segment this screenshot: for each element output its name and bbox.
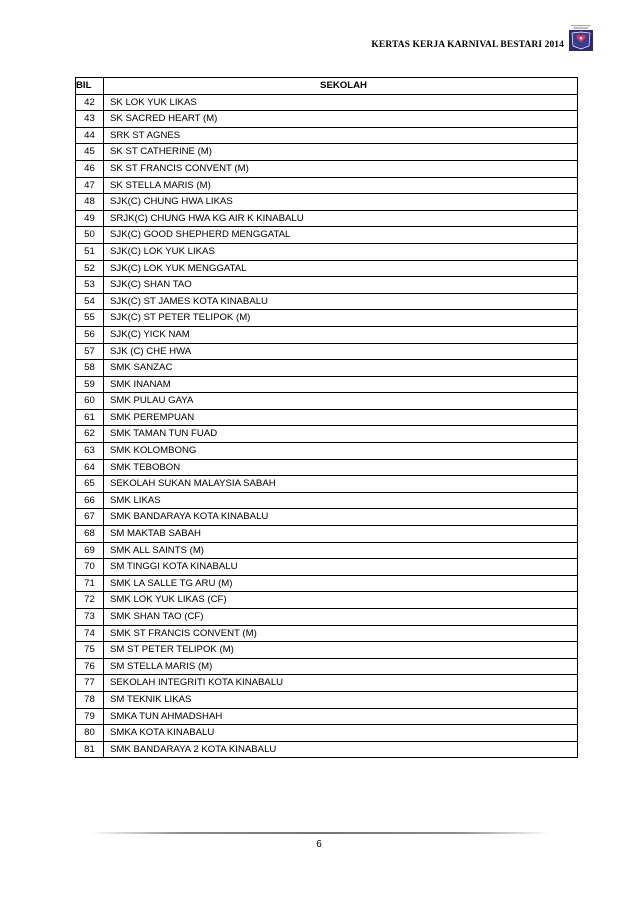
table-row	[76, 393, 578, 410]
school-list-table	[75, 77, 578, 758]
school-name: SEKOLAH INTEGRITI KOTA KINABALU	[104, 675, 578, 692]
row-number: 51	[76, 243, 104, 260]
row-number: 59	[76, 376, 104, 393]
school-name: SM STELLA MARIS (M)	[104, 658, 578, 675]
row-number: 66	[76, 492, 104, 509]
row-number: 78	[76, 691, 104, 708]
table-row	[76, 542, 578, 559]
row-number: 81	[76, 741, 104, 758]
table-row	[76, 592, 578, 609]
table-row	[76, 741, 578, 758]
row-number: 64	[76, 459, 104, 476]
table-row	[76, 642, 578, 659]
table-row	[76, 708, 578, 725]
table-row	[76, 177, 578, 194]
table-row	[76, 94, 578, 111]
school-name: SMK TEBOBON	[104, 459, 578, 476]
table-header-row	[76, 78, 578, 95]
row-number: 72	[76, 592, 104, 609]
row-number: 61	[76, 409, 104, 426]
school-name: SMK BANDARAYA KOTA KINABALU	[104, 509, 578, 526]
table-row	[76, 194, 578, 211]
table-row	[76, 658, 578, 675]
table-row	[76, 459, 578, 476]
row-number: 56	[76, 326, 104, 343]
table-row	[76, 476, 578, 493]
school-name: SMK PEREMPUAN	[104, 409, 578, 426]
school-name: SMKA KOTA KINABALU	[104, 725, 578, 742]
school-name: SJK (C) CHE HWA	[104, 343, 578, 360]
school-name: SJK(C) LOK YUK LIKAS	[104, 243, 578, 260]
school-name: SEKOLAH SUKAN MALAYSIA SABAH	[104, 476, 578, 493]
school-name: SMK LIKAS	[104, 492, 578, 509]
row-number: 73	[76, 609, 104, 626]
table-row	[76, 376, 578, 393]
table-row	[76, 675, 578, 692]
row-number: 44	[76, 127, 104, 144]
school-name: SMKA TUN AHMADSHAH	[104, 708, 578, 725]
table-row	[76, 526, 578, 543]
table-row	[76, 409, 578, 426]
table-row	[76, 360, 578, 377]
row-number: 65	[76, 476, 104, 493]
school-name: SJK(C) LOK YUK MENGGATAL	[104, 260, 578, 277]
footer-divider	[90, 832, 550, 834]
row-number: 70	[76, 559, 104, 576]
row-number: 48	[76, 194, 104, 211]
row-number: 42	[76, 94, 104, 111]
row-number: 43	[76, 111, 104, 128]
school-name: SM MAKTAB SABAH	[104, 526, 578, 543]
page-header	[0, 0, 638, 70]
school-name: SJK(C) ST PETER TELIPOK (M)	[104, 310, 578, 327]
school-name: SRJK(C) CHUNG HWA KG AIR K KINABALU	[104, 210, 578, 227]
row-number: 58	[76, 360, 104, 377]
school-name: SJK(C) GOOD SHEPHERD MENGGATAL	[104, 227, 578, 244]
row-number: 67	[76, 509, 104, 526]
table-row	[76, 426, 578, 443]
table-row	[76, 260, 578, 277]
school-name: SK STELLA MARIS (M)	[104, 177, 578, 194]
row-number: 79	[76, 708, 104, 725]
table-row	[76, 227, 578, 244]
row-number: 75	[76, 642, 104, 659]
school-name: SMK BANDARAYA 2 KOTA KINABALU	[104, 741, 578, 758]
row-number: 52	[76, 260, 104, 277]
row-number: 49	[76, 210, 104, 227]
school-name: SJK(C) ST JAMES KOTA KINABALU	[104, 293, 578, 310]
table-row	[76, 293, 578, 310]
table-body	[76, 94, 578, 758]
table-row	[76, 326, 578, 343]
row-number: 50	[76, 227, 104, 244]
row-number: 62	[76, 426, 104, 443]
row-number: 53	[76, 277, 104, 294]
table-row	[76, 310, 578, 327]
row-number: 76	[76, 658, 104, 675]
school-name: SK ST CATHERINE (M)	[104, 144, 578, 161]
table-row	[76, 160, 578, 177]
school-name: SMK SHAN TAO (CF)	[104, 609, 578, 626]
table-row	[76, 443, 578, 460]
table-row	[76, 625, 578, 642]
document-title: KERTAS KERJA KARNIVAL BESTARI 2014	[371, 40, 564, 50]
school-name: SMK ALL SAINTS (M)	[104, 542, 578, 559]
school-name: SRK ST AGNES	[104, 127, 578, 144]
table-row	[76, 277, 578, 294]
row-number: 55	[76, 310, 104, 327]
table-row	[76, 575, 578, 592]
column-header-bil: BIL	[76, 78, 104, 95]
table-row	[76, 127, 578, 144]
school-name: SJK(C) CHUNG HWA LIKAS	[104, 194, 578, 211]
school-name: SMK INANAM	[104, 376, 578, 393]
row-number: 54	[76, 293, 104, 310]
table-row	[76, 509, 578, 526]
table-row	[76, 559, 578, 576]
page-number: 6	[316, 839, 322, 850]
school-name: SM TEKNIK LIKAS	[104, 691, 578, 708]
table-row	[76, 725, 578, 742]
row-number: 77	[76, 675, 104, 692]
row-number: 74	[76, 625, 104, 642]
school-name: SMK TAMAN TUN FUAD	[104, 426, 578, 443]
school-name: SK LOK YUK LIKAS	[104, 94, 578, 111]
row-number: 80	[76, 725, 104, 742]
table-row	[76, 343, 578, 360]
row-number: 46	[76, 160, 104, 177]
row-number: 69	[76, 542, 104, 559]
karnival-logo	[568, 24, 594, 52]
school-name: SMK PULAU GAYA	[104, 393, 578, 410]
row-number: 47	[76, 177, 104, 194]
row-number: 71	[76, 575, 104, 592]
school-name: SJK(C) YICK NAM	[104, 326, 578, 343]
school-name: SM TINGGI KOTA KINABALU	[104, 559, 578, 576]
row-number: 63	[76, 443, 104, 460]
school-name: SMK LOK YUK LIKAS (CF)	[104, 592, 578, 609]
column-header-sekolah: SEKOLAH	[104, 78, 578, 95]
school-name: SMK LA SALLE TG ARU (M)	[104, 575, 578, 592]
school-name: SMK KOLOMBONG	[104, 443, 578, 460]
table-row	[76, 243, 578, 260]
row-number: 60	[76, 393, 104, 410]
row-number: 68	[76, 526, 104, 543]
school-name: SK SACRED HEART (M)	[104, 111, 578, 128]
table-row	[76, 144, 578, 161]
table-row	[76, 691, 578, 708]
school-name: SMK SANZAC	[104, 360, 578, 377]
school-name: SK ST FRANCIS CONVENT (M)	[104, 160, 578, 177]
table-row	[76, 210, 578, 227]
table-row	[76, 111, 578, 128]
table-row	[76, 609, 578, 626]
table-row	[76, 492, 578, 509]
school-name: SM ST PETER TELIPOK (M)	[104, 642, 578, 659]
row-number: 57	[76, 343, 104, 360]
school-name: SJK(C) SHAN TAO	[104, 277, 578, 294]
school-name: SMK ST FRANCIS CONVENT (M)	[104, 625, 578, 642]
row-number: 45	[76, 144, 104, 161]
